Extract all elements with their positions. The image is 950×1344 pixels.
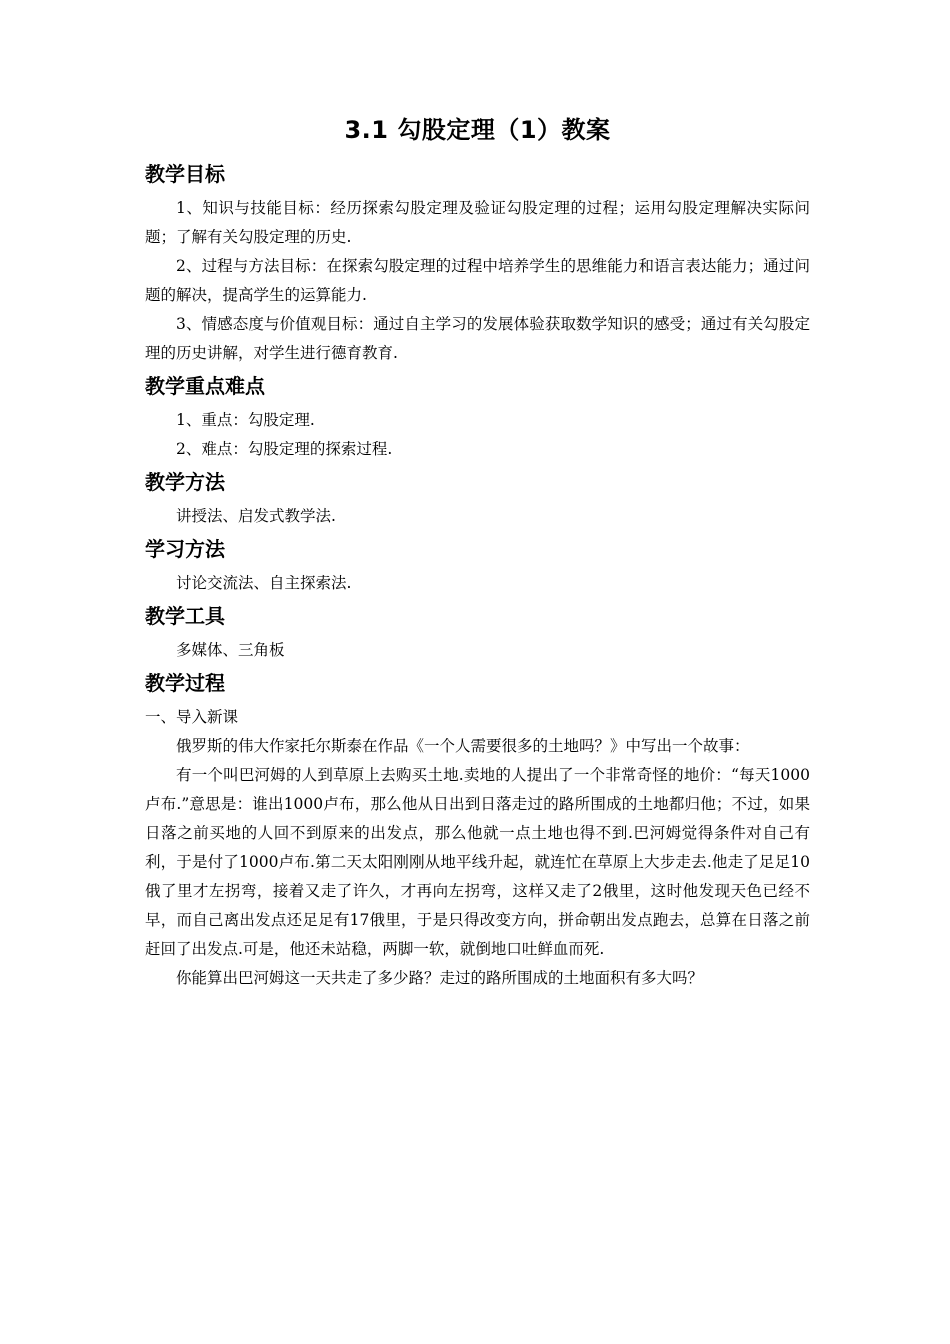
section-teaching-tools bbox=[145, 600, 810, 665]
tools-text: 多媒体、三角板 bbox=[176, 641, 285, 659]
section-teaching-goals bbox=[145, 158, 810, 368]
teaching-method-text: 讲授法、启发式教学法. bbox=[176, 507, 336, 525]
key-point-item-2: 2、难点：勾股定理的探索过程. bbox=[176, 440, 393, 458]
section-heading-goals: 教学目标 bbox=[145, 162, 225, 186]
process-paragraph-2: 有一个叫巴河姆的人到草原上去购买土地.卖地的人提出了一个非常奇怪的地价：“每天1000卢布.”意思是：谁出1000卢布，那么他从日出到日落走过的路所围成的土地都归他；不过，如果日落之前买地的人回不到原来的出发点，那么他就一点土地也得不到.巴河姆觉得条件对自己有利，于是付了1000卢布.第二天太阳刚刚从地平线升起，就连忙在草原上大步走去.他走了足足10俄了里才左拐弯，接着又走了许久，才再向左拐弯，这样又走了2俄里，这时他发现天色已经不早，而自己离出发点还足足有17俄里，于是只得改变方向，拼命朝出发点跑去，总算在日落之前赶回了出发点.可是，他还未站稳，两脚一软，就倒地口吐鲜血而死. bbox=[145, 766, 810, 958]
section-heading-process: 教学过程 bbox=[145, 671, 225, 695]
process-subheading: 一、导入新课 bbox=[145, 708, 239, 726]
learning-method-text: 讨论交流法、自主探索法. bbox=[176, 574, 352, 592]
section-heading-tools: 教学工具 bbox=[145, 604, 225, 628]
section-heading-key-points: 教学重点难点 bbox=[145, 374, 265, 398]
section-heading-teaching-method: 教学方法 bbox=[145, 470, 225, 494]
process-paragraph-3: 你能算出巴河姆这一天共走了多少路？走过的路所围成的土地面积有多大吗？ bbox=[176, 969, 704, 987]
document-page bbox=[145, 112, 810, 995]
section-key-points bbox=[145, 370, 810, 464]
goal-item-3: 3、情感态度与价值观目标：通过自主学习的发展体验获取数学知识的感受；通过有关勾股定理的历史讲解，对学生进行德育教育. bbox=[145, 315, 810, 362]
section-teaching-method bbox=[145, 466, 810, 531]
goal-item-1: 1、知识与技能目标：经历探索勾股定理及验证勾股定理的过程；运用勾股定理解决实际问题；了解有关勾股定理的历史. bbox=[145, 199, 810, 246]
section-heading-learning-method: 学习方法 bbox=[145, 537, 225, 561]
section-learning-method bbox=[145, 533, 810, 598]
section-teaching-process bbox=[145, 667, 810, 993]
process-paragraph-1: 俄罗斯的伟大作家托尔斯泰在作品《一个人需要很多的土地吗？》中写出一个故事： bbox=[176, 737, 750, 755]
key-point-item-1: 1、重点：勾股定理. bbox=[176, 411, 315, 429]
goal-item-2: 2、过程与方法目标：在探索勾股定理的过程中培养学生的思维能力和语言表达能力；通过问题的解决，提高学生的运算能力. bbox=[145, 257, 810, 304]
document-title: 3.1 勾股定理（1）教案 bbox=[344, 116, 611, 144]
